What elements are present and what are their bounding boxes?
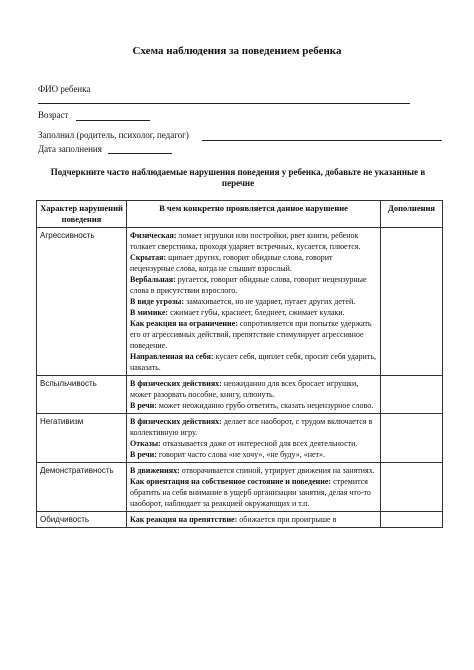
manifestation-item (130, 274, 377, 296)
manifestation-item (130, 296, 377, 307)
age-label: Возраст (38, 110, 69, 120)
manifestation-label: В физических действиях: (130, 417, 222, 426)
manifestation-label: В речи: (130, 401, 157, 410)
manifestation-item (130, 438, 377, 449)
manifestation-item (130, 449, 377, 460)
manifestation-item (130, 465, 377, 476)
table-header-row (37, 201, 443, 228)
header-manifestation: В чем конкретно проявляется данное нарушение (127, 201, 381, 228)
manifestation-label: Физическая: (130, 231, 177, 240)
manifestation-text: ломает игрушки или постройки, рвет книги, ребенок толкает сверстника, проходя ударяет встречных, кусается, плюется. (130, 231, 361, 251)
manifestation-text: стремится обратить на себя внимание в ущерб организации занятия, делая что-то наоборот, наблюдает за реакцией окружающих и т.п. (130, 477, 371, 508)
header-behavior-type: Характер нарушений поведения (37, 201, 127, 228)
document-title: Схема наблюдения за поведением ребенка (132, 45, 342, 57)
behavior-category: Обидчивость (37, 512, 127, 528)
manifestation-cell (127, 376, 381, 414)
manifestation-item (130, 514, 377, 525)
fio-label: ФИО ребенка (38, 84, 91, 94)
manifestation-label: В физических действиях: (130, 379, 222, 388)
manifestation-item (130, 307, 377, 318)
table-row (37, 376, 443, 414)
manifestation-text: ругается, говорит обидные слова, говорит нецензурные слова в присутствии взрослого. (130, 275, 367, 295)
manifestation-text: отворачивается спиной, утрирует движения на занятиях. (179, 466, 375, 475)
table-row (37, 414, 443, 463)
manifestation-item (130, 351, 377, 373)
fio-underline[interactable] (38, 103, 410, 104)
manifestation-text: неожиданно для всех бросает игрушки, может разорвать пособие, книгу, плюнуть. (130, 379, 359, 399)
additions-cell[interactable] (381, 512, 443, 528)
manifestation-label: Направленная на себя: (130, 352, 214, 361)
behavior-category: Агрессивность (37, 228, 127, 376)
manifestation-label: Скрытая: (130, 253, 167, 262)
manifestation-text: отказывается даже от интересной для всех деятельности. (160, 439, 358, 448)
manifestation-text: сжимает губы, краснеет, бледнеет, сжимает кулаки. (168, 308, 345, 317)
manifestation-item (130, 400, 377, 411)
manifestation-text: говорит часто слова «не хочу», «не буду», «нет». (156, 450, 326, 459)
instruction-text: Подчеркните часто наблюдаемые нарушения поведения у ребенка, добавьте не указанные в перечне (50, 167, 426, 188)
additions-cell[interactable] (381, 376, 443, 414)
manifestation-label: Как ориентация на собственное состояние и поведение: (130, 477, 332, 486)
manifestation-cell (127, 228, 381, 376)
manifestation-label: Отказы: (130, 439, 161, 448)
table-row (37, 463, 443, 512)
date-underline[interactable] (108, 153, 172, 154)
manifestation-label: В речи: (130, 450, 157, 459)
manifestation-item (130, 476, 377, 509)
manifestation-label: В движениях: (130, 466, 180, 475)
manifestation-label: Вербальная: (130, 275, 176, 284)
age-underline[interactable] (76, 120, 150, 121)
manifestation-text: щипает других, говорит обидные слова, говорит нецензурные слова, когда не слышит взрослый. (130, 253, 333, 273)
additions-cell[interactable] (381, 228, 443, 376)
manifestation-item (130, 378, 377, 400)
manifestation-cell (127, 512, 381, 528)
table-row (37, 512, 443, 528)
filled-by-underline[interactable] (202, 140, 442, 141)
manifestation-item (130, 416, 377, 438)
manifestation-label: Как реакция на ограничение: (130, 319, 238, 328)
date-label: Дата заполнения (38, 144, 102, 154)
header-additions: Дополнения (381, 201, 443, 228)
manifestation-cell (127, 414, 381, 463)
additions-cell[interactable] (381, 414, 443, 463)
behavior-category: Негативизм (37, 414, 127, 463)
manifestation-item (130, 230, 377, 252)
table-row (37, 228, 443, 376)
manifestation-text: кусает себя, щиплет себя, просит себя ударить, наказать. (130, 352, 376, 372)
manifestation-item (130, 252, 377, 274)
manifestation-label: В мимике: (130, 308, 169, 317)
manifestation-cell (127, 463, 381, 512)
manifestation-item (130, 318, 377, 351)
observation-table (36, 200, 443, 528)
behavior-category: Демонстративность (37, 463, 127, 512)
filled-by-label: Заполнил (родитель, психолог, педагог) (38, 130, 189, 140)
manifestation-text: замахивается, но не ударяет, пугает других детей. (184, 297, 356, 306)
additions-cell[interactable] (381, 463, 443, 512)
manifestation-text: сопротивляется при попытке удержать его от агрессивных действий, препятствие стимулирует агрессивное поведение. (130, 319, 372, 350)
behavior-category: Вспыльчивость (37, 376, 127, 414)
manifestation-text: обижается при проигрыше в (237, 515, 337, 524)
manifestation-text: может неожиданно грубо ответить, сказать нецензурное слово. (156, 401, 374, 410)
manifestation-text: делает все наоборот, с трудом включается в коллективную игру. (130, 417, 373, 437)
manifestation-label: Как реакция на препятствие: (130, 515, 238, 524)
manifestation-label: В виде угрозы: (130, 297, 185, 306)
